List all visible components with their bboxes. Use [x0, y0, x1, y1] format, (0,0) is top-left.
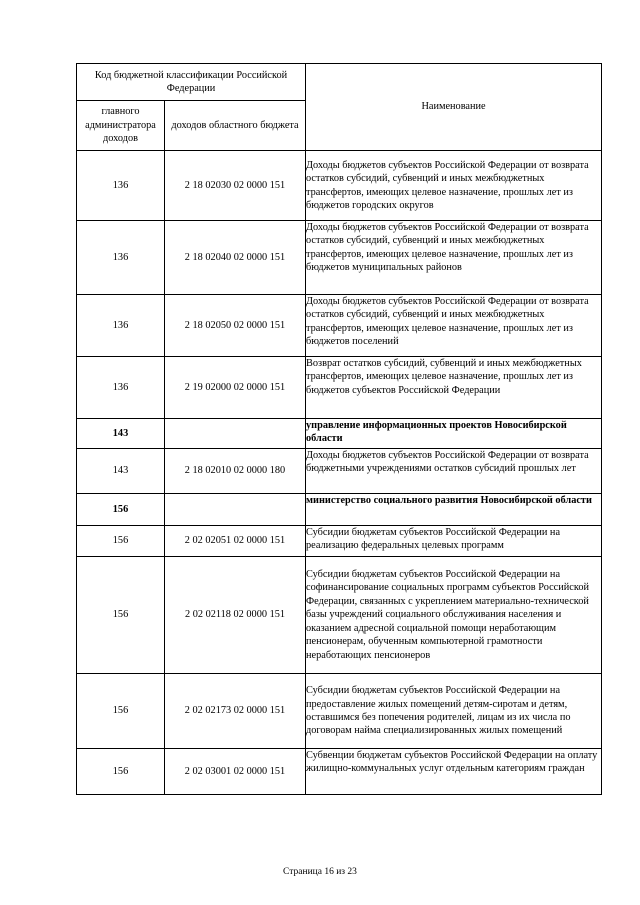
admin-code-cell: 136 — [77, 357, 165, 419]
name-cell: Доходы бюджетов субъектов Российской Федерации от возврата остатков субсидий, субвенций и иных межбюджетных трансфертов, имеющих целевое назначение, прошлых лет из бюджетов поселений — [306, 295, 602, 357]
budget-code-cell: 2 02 02173 02 0000 151 — [165, 674, 306, 749]
name-cell: Субсидии бюджетам субъектов Российской Федерации на реализацию федеральных целевых программ — [306, 526, 602, 557]
section-title-cell: министерство социального развития Новосибирской области — [306, 494, 602, 526]
budget-code-cell: 2 18 02010 02 0000 180 — [165, 449, 306, 494]
budget-classification-table — [76, 63, 602, 795]
budget-code-cell — [165, 494, 306, 526]
name-cell: Доходы бюджетов субъектов Российской Федерации от возврата бюджетными учреждениями остатков субсидий прошлых лет — [306, 449, 602, 494]
budget-code-cell: 2 02 02051 02 0000 151 — [165, 526, 306, 557]
header-budget: доходов областного бюджета — [165, 101, 306, 151]
name-cell: Доходы бюджетов субъектов Российской Федерации от возврата остатков субсидий, субвенций и иных межбюджетных трансфертов, имеющих целевое назначение, прошлых лет из бюджетов городских округов — [306, 151, 602, 221]
admin-code-cell: 156 — [77, 749, 165, 795]
table-row-section — [77, 494, 602, 526]
name-cell: Доходы бюджетов субъектов Российской Федерации от возврата остатков субсидий, субвенций и иных межбюджетных трансфертов, имеющих целевое назначение, прошлых лет из бюджетов муниципальных районов — [306, 221, 602, 295]
name-cell: Возврат остатков субсидий, субвенций и иных межбюджетных трансфертов, имеющих целевое назначение, прошлых лет из бюджетов субъектов Российской Федерации — [306, 357, 602, 419]
admin-code-cell: 156 — [77, 494, 165, 526]
budget-code-cell: 2 18 02030 02 0000 151 — [165, 151, 306, 221]
header-admin: главного администратора доходов — [77, 101, 165, 151]
budget-code-cell: 2 18 02050 02 0000 151 — [165, 295, 306, 357]
page-number: Страница 16 из 23 — [283, 867, 357, 877]
admin-code-cell: 136 — [77, 151, 165, 221]
budget-code-cell: 2 02 03001 02 0000 151 — [165, 749, 306, 795]
budget-code-cell: 2 18 02040 02 0000 151 — [165, 221, 306, 295]
budget-code-cell: 2 02 02118 02 0000 151 — [165, 557, 306, 674]
table-row — [77, 749, 602, 795]
table-row — [77, 221, 602, 295]
table-row-section — [77, 419, 602, 449]
table-row — [77, 674, 602, 749]
header-name: Наименование — [306, 64, 602, 151]
section-title-cell: управление информационных проектов Новосибирской области — [306, 419, 602, 449]
admin-code-cell: 143 — [77, 449, 165, 494]
header-group-title: Код бюджетной классификации Российской Федерации — [77, 64, 306, 101]
name-cell: Субсидии бюджетам субъектов Российской Федерации на предоставление жилых помещений детям-сиротам и детям, оставшимся без попечения родителей, лицам из их числа по договорам найма специализированных жилых помещений — [306, 674, 602, 749]
table-row — [77, 557, 602, 674]
name-cell: Субвенции бюджетам субъектов Российской Федерации на оплату жилищно-коммунальных услуг отдельным категориям граждан — [306, 749, 602, 795]
admin-code-cell: 136 — [77, 295, 165, 357]
budget-code-cell — [165, 419, 306, 449]
admin-code-cell: 156 — [77, 526, 165, 557]
admin-code-cell: 143 — [77, 419, 165, 449]
table-row — [77, 449, 602, 494]
admin-code-cell: 156 — [77, 674, 165, 749]
admin-code-cell: 156 — [77, 557, 165, 674]
budget-code-cell: 2 19 02000 02 0000 151 — [165, 357, 306, 419]
table-row — [77, 357, 602, 419]
table-row — [77, 526, 602, 557]
admin-code-cell: 136 — [77, 221, 165, 295]
table-row — [77, 151, 602, 221]
table-row — [77, 295, 602, 357]
name-cell: Субсидии бюджетам субъектов Российской Федерации на софинансирование социальных программ субъектов Российской Федерации, связанных с укреплением материально-технической базы учреждений социального обслуживания населения и оказанием адресной социальной помощи неработающим пенсионерам, обученным компьютерной грамотности неработающих пенсионеров — [306, 557, 602, 674]
